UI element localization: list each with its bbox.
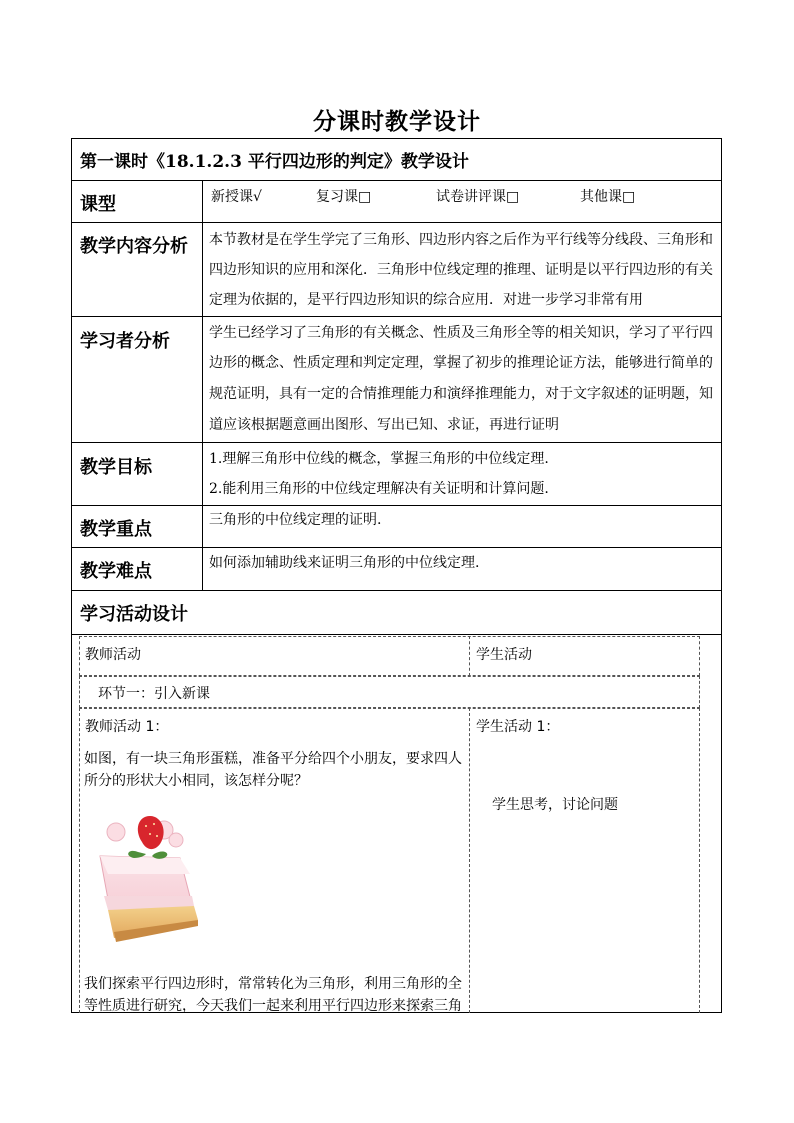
student-activity-1-label: 学生活动 1： (476, 719, 560, 735)
row-divider (71, 442, 722, 443)
row-divider (71, 634, 722, 635)
key-point-label: 教学重点 (80, 519, 152, 540)
course-type-option: 复习课□ (316, 189, 372, 205)
row-divider (71, 316, 722, 317)
page-title: 分课时教学设计 (313, 108, 481, 135)
student-activity-header: 学生活动 (476, 647, 532, 663)
learner-analysis-line: 边形的概念、性质定理和判定定理，掌握了初步的推理论证方法，能够进行简单的 (209, 355, 713, 371)
objective-item: 1.理解三角形中位线的概念，掌握三角形的中位线定理. (209, 451, 549, 467)
learner-analysis-line: 规范证明，具有一定的合情推理能力和演绎推理能力，对于文字叙述的证明题，知 (209, 386, 713, 402)
lesson-title: 第一课时《18.1.2.3 平行四边形的判定》教学设计 (80, 152, 469, 172)
teacher-paragraph-line: 如图，有一块三角形蛋糕，准备平分给四个小朋友，要求四人 (84, 751, 462, 767)
activity-header-row (79, 636, 700, 676)
teacher-activity-1-label: 教师活动 1： (85, 719, 169, 735)
teacher-paragraph-line: 等性质进行研究，今天我们一起来利用平行四边形来探索三角 (84, 998, 462, 1014)
teacher-activity-header: 教师活动 (85, 647, 141, 663)
content-analysis-line: 四边形知识的应用和深化．三角形中位线定理的推理、证明是以平行四边形的有关 (209, 262, 713, 278)
learner-analysis-line: 道应该根据题意画出图形、写出已知、求证，再进行证明 (209, 417, 559, 433)
key-point-text: 三角形的中位线定理的证明. (209, 512, 382, 528)
row-divider (71, 180, 722, 181)
row-divider (71, 222, 722, 223)
difficulty-text: 如何添加辅助线来证明三角形的中位线定理. (209, 555, 480, 571)
course-type-option: 其他课□ (580, 189, 636, 205)
activity-body-divider (469, 708, 470, 1013)
course-type-option: 新授课√ (211, 189, 262, 205)
learner-analysis-label: 学习者分析 (80, 331, 170, 352)
difficulty-label: 教学难点 (80, 561, 152, 582)
row-divider (71, 505, 722, 506)
course-type-label: 课型 (80, 194, 116, 215)
teacher-paragraph-line: 所分的形状大小相同，该怎样分呢？ (84, 773, 308, 789)
row-divider (71, 590, 722, 591)
section-one-title: 环节一：引入新课 (98, 686, 210, 702)
teacher-paragraph-line: 我们探索平行四边形时，常常转化为三角形，利用三角形的全 (84, 976, 462, 992)
objective-item: 2.能利用三角形的中位线定理解决有关证明和计算问题. (209, 481, 549, 497)
cake-slice-image (94, 812, 206, 946)
student-response-text: 学生思考，讨论问题 (492, 797, 618, 813)
column-divider (202, 180, 203, 590)
content-analysis-line: 本节教材是在学生学完了三角形、四边形内容之后作为平行线等分线段、三角形和 (209, 232, 713, 248)
learner-analysis-line: 学生已经学习了三角形的有关概念、性质及三角形全等的相关知识，学习了平行四 (209, 325, 713, 341)
content-analysis-label: 教学内容分析 (80, 236, 188, 257)
content-analysis-line: 定理为依据的，是平行四边形知识的综合应用．对进一步学习非常有用 (209, 292, 643, 308)
activity-header-divider (469, 636, 470, 676)
activity-design-label: 学习活动设计 (80, 604, 188, 625)
objectives-label: 教学目标 (80, 457, 152, 478)
course-type-option: 试卷讲评课□ (436, 189, 520, 205)
